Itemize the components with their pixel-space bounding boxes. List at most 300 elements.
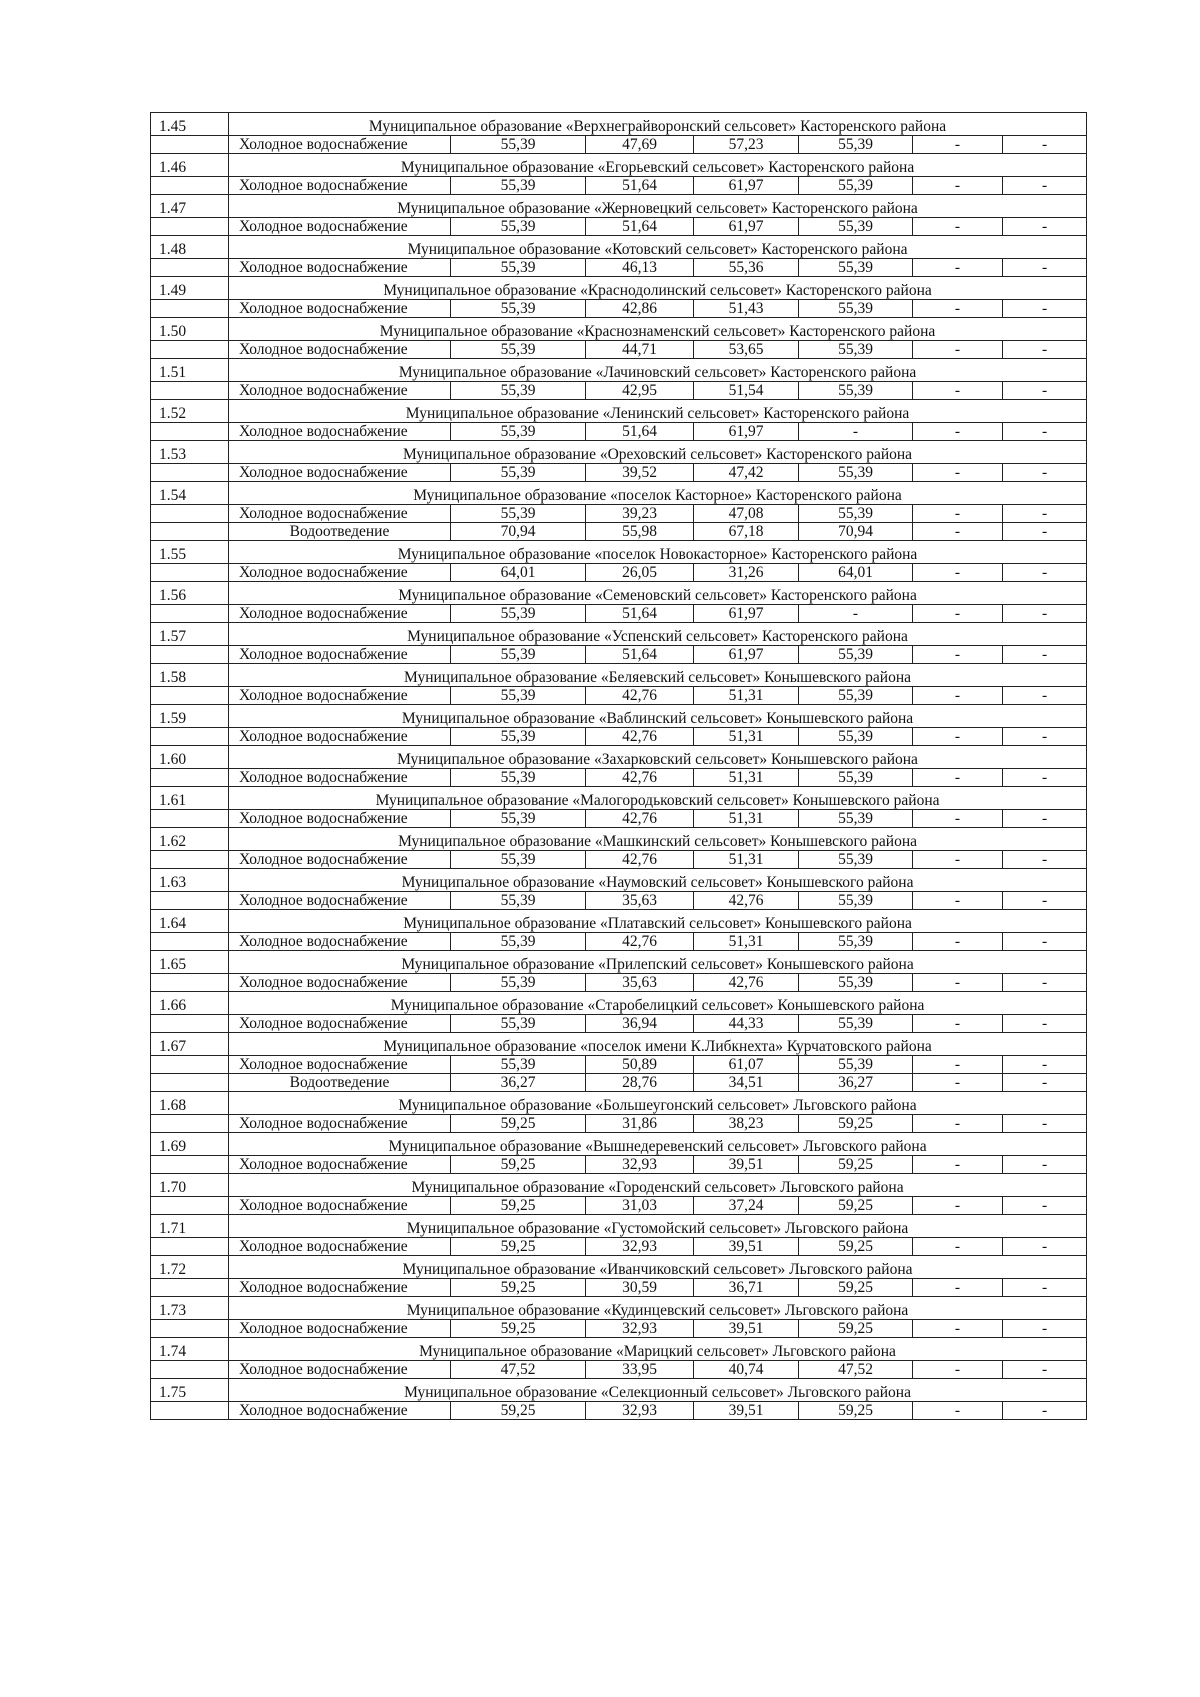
tariff-value-cell: 37,24 xyxy=(694,1197,799,1215)
tariff-value-cell: 26,05 xyxy=(586,564,694,582)
empty-number-cell xyxy=(151,646,229,664)
tariff-value-cell: - xyxy=(1003,177,1087,195)
tariff-value-cell: - xyxy=(1003,259,1087,277)
table-row xyxy=(151,810,1087,828)
tariff-value-cell: 42,76 xyxy=(694,892,799,910)
section-header-row xyxy=(151,318,1087,341)
section-header-row xyxy=(151,1338,1087,1361)
section-title: Муниципальное образование «Машкинский сельсовет» Конышевского района xyxy=(229,828,1087,851)
service-name: Холодное водоснабжение xyxy=(229,892,451,910)
tariff-value-cell: 31,03 xyxy=(586,1197,694,1215)
tariff-value-cell: 55,39 xyxy=(799,259,913,277)
tariff-value-cell: 35,63 xyxy=(586,892,694,910)
tariff-value-cell: 39,51 xyxy=(694,1238,799,1256)
tariff-value-cell: - xyxy=(1003,1361,1087,1379)
service-name: Холодное водоснабжение xyxy=(229,974,451,992)
tariff-value-cell: 51,31 xyxy=(694,687,799,705)
section-number: 1.75 xyxy=(151,1379,229,1402)
section-title: Муниципальное образование «Платавский сельсовет» Конышевского района xyxy=(229,910,1087,933)
section-number: 1.68 xyxy=(151,1092,229,1115)
tariff-value-cell: 53,65 xyxy=(694,341,799,359)
section-number: 1.58 xyxy=(151,664,229,687)
empty-number-cell xyxy=(151,892,229,910)
section-header-row xyxy=(151,623,1087,646)
tariff-value-cell: - xyxy=(1003,1056,1087,1074)
empty-number-cell xyxy=(151,810,229,828)
tariff-value-cell: 42,76 xyxy=(586,687,694,705)
tariff-value-cell: 59,25 xyxy=(451,1197,586,1215)
table-row xyxy=(151,1056,1087,1074)
tariff-value-cell: 64,01 xyxy=(451,564,586,582)
tariff-value-cell: 55,39 xyxy=(799,974,913,992)
table-row xyxy=(151,1402,1087,1420)
empty-number-cell xyxy=(151,259,229,277)
section-number: 1.66 xyxy=(151,992,229,1015)
tariff-value-cell: - xyxy=(1003,1074,1087,1092)
empty-number-cell xyxy=(151,1361,229,1379)
section-number: 1.62 xyxy=(151,828,229,851)
tariff-value-cell: 55,39 xyxy=(799,1015,913,1033)
table-row xyxy=(151,564,1087,582)
tariff-value-cell: 39,51 xyxy=(694,1320,799,1338)
section-title: Муниципальное образование «Густомойский сельсовет» Льговского района xyxy=(229,1215,1087,1238)
tariff-value-cell: - xyxy=(1003,933,1087,951)
service-name: Холодное водоснабжение xyxy=(229,728,451,746)
tariff-value-cell: 50,89 xyxy=(586,1056,694,1074)
tariff-value-cell: 36,71 xyxy=(694,1279,799,1297)
service-name: Холодное водоснабжение xyxy=(229,464,451,482)
tariff-value-cell: 44,71 xyxy=(586,341,694,359)
section-number: 1.45 xyxy=(151,113,229,136)
tariff-value-cell: 55,39 xyxy=(451,382,586,400)
section-title: Муниципальное образование «Ленинский сельсовет» Касторенского района xyxy=(229,400,1087,423)
tariff-value-cell: 55,39 xyxy=(799,646,913,664)
section-title: Муниципальное образование «Краснодолинский сельсовет» Касторенского района xyxy=(229,277,1087,300)
tariff-value-cell: 55,39 xyxy=(799,769,913,787)
empty-number-cell xyxy=(151,1156,229,1174)
tariff-value-cell: - xyxy=(1003,1015,1087,1033)
tariff-value-cell: 39,23 xyxy=(586,505,694,523)
section-header-row xyxy=(151,359,1087,382)
tariff-value-cell: 51,43 xyxy=(694,300,799,318)
section-title: Муниципальное образование «Ваблинский сельсовет» Конышевского района xyxy=(229,705,1087,728)
section-number: 1.71 xyxy=(151,1215,229,1238)
section-number: 1.60 xyxy=(151,746,229,769)
tariff-value-cell: 51,54 xyxy=(694,382,799,400)
empty-number-cell xyxy=(151,341,229,359)
section-title: Муниципальное образование «Селекционный сельсовет» Льговского района xyxy=(229,1379,1087,1402)
tariff-value-cell: 39,51 xyxy=(694,1402,799,1420)
tariff-value-cell: - xyxy=(913,605,1003,623)
tariff-value-cell: - xyxy=(799,605,913,623)
service-name: Холодное водоснабжение xyxy=(229,1320,451,1338)
section-title: Муниципальное образование «Жерновецкий сельсовет» Касторенского района xyxy=(229,195,1087,218)
tariff-value-cell: - xyxy=(913,523,1003,541)
tariff-value-cell: - xyxy=(913,892,1003,910)
table-row xyxy=(151,1115,1087,1133)
tariff-value-cell: 55,39 xyxy=(451,1015,586,1033)
table-row xyxy=(151,177,1087,195)
tariff-value-cell: - xyxy=(1003,851,1087,869)
table-row xyxy=(151,423,1087,441)
tariff-value-cell: 55,39 xyxy=(799,464,913,482)
empty-number-cell xyxy=(151,177,229,195)
section-title: Муниципальное образование «Краснознаменский сельсовет» Касторенского района xyxy=(229,318,1087,341)
table-row xyxy=(151,218,1087,236)
tariff-value-cell: 32,93 xyxy=(586,1238,694,1256)
empty-number-cell xyxy=(151,382,229,400)
service-name: Холодное водоснабжение xyxy=(229,810,451,828)
tariff-value-cell: 70,94 xyxy=(451,523,586,541)
section-title: Муниципальное образование «Наумовский сельсовет» Конышевского района xyxy=(229,869,1087,892)
section-title: Муниципальное образование «Старобелицкий сельсовет» Конышевского района xyxy=(229,992,1087,1015)
tariff-value-cell: - xyxy=(1003,1197,1087,1215)
tariff-value-cell: 59,25 xyxy=(799,1156,913,1174)
section-number: 1.51 xyxy=(151,359,229,382)
empty-number-cell xyxy=(151,1056,229,1074)
tariff-value-cell: - xyxy=(1003,687,1087,705)
section-number: 1.53 xyxy=(151,441,229,464)
tariff-value-cell: - xyxy=(1003,341,1087,359)
section-title: Муниципальное образование «Захарковский сельсовет» Конышевского района xyxy=(229,746,1087,769)
tariff-value-cell: - xyxy=(1003,646,1087,664)
empty-number-cell xyxy=(151,1015,229,1033)
section-number: 1.74 xyxy=(151,1338,229,1361)
section-title: Муниципальное образование «Городенский сельсовет» Льговского района xyxy=(229,1174,1087,1197)
empty-number-cell xyxy=(151,1238,229,1256)
tariff-value-cell: - xyxy=(913,564,1003,582)
tariff-value-cell: 42,76 xyxy=(586,769,694,787)
tariff-value-cell: 32,93 xyxy=(586,1156,694,1174)
section-header-row xyxy=(151,1033,1087,1056)
tariff-value-cell: 59,25 xyxy=(451,1279,586,1297)
section-header-row xyxy=(151,113,1087,136)
section-number: 1.63 xyxy=(151,869,229,892)
tariff-value-cell: 51,64 xyxy=(586,177,694,195)
section-header-row xyxy=(151,1215,1087,1238)
tariff-value-cell: 61,97 xyxy=(694,423,799,441)
tariff-value-cell: 55,39 xyxy=(451,810,586,828)
tariff-value-cell: - xyxy=(913,177,1003,195)
tariff-value-cell: 42,76 xyxy=(586,728,694,746)
empty-number-cell xyxy=(151,605,229,623)
tariff-value-cell: 55,39 xyxy=(451,974,586,992)
tariff-value-cell: 61,97 xyxy=(694,646,799,664)
tariff-value-cell: - xyxy=(913,1402,1003,1420)
tariff-value-cell: - xyxy=(913,810,1003,828)
table-row xyxy=(151,1279,1087,1297)
table-row xyxy=(151,892,1087,910)
tariff-value-cell: 59,25 xyxy=(799,1197,913,1215)
tariff-value-cell: 33,95 xyxy=(586,1361,694,1379)
tariff-value-cell: 57,23 xyxy=(694,136,799,154)
section-header-row xyxy=(151,869,1087,892)
section-title: Муниципальное образование «Семеновский сельсовет» Касторенского района xyxy=(229,582,1087,605)
tariff-value-cell: 64,01 xyxy=(799,564,913,582)
tariff-value-cell: - xyxy=(1003,1115,1087,1133)
tariff-value-cell: - xyxy=(1003,523,1087,541)
table-row xyxy=(151,933,1087,951)
tariff-value-cell: 55,36 xyxy=(694,259,799,277)
tariff-value-cell: 59,25 xyxy=(451,1156,586,1174)
tariff-value-cell: 42,95 xyxy=(586,382,694,400)
section-title: Муниципальное образование «Котовский сельсовет» Касторенского района xyxy=(229,236,1087,259)
tariff-value-cell: - xyxy=(1003,464,1087,482)
section-title: Муниципальное образование «поселок имени К.Либкнехта» Курчатовского района xyxy=(229,1033,1087,1056)
table-row xyxy=(151,1361,1087,1379)
section-number: 1.49 xyxy=(151,277,229,300)
section-number: 1.73 xyxy=(151,1297,229,1320)
tariff-value-cell: 55,39 xyxy=(799,341,913,359)
tariff-value-cell: - xyxy=(1003,505,1087,523)
table-row xyxy=(151,136,1087,154)
tariff-value-cell: 55,39 xyxy=(799,177,913,195)
tariff-value-cell: - xyxy=(1003,810,1087,828)
tariff-value-cell: - xyxy=(913,1238,1003,1256)
tariff-value-cell: - xyxy=(1003,1402,1087,1420)
table-row xyxy=(151,464,1087,482)
section-number: 1.65 xyxy=(151,951,229,974)
tariff-value-cell: 55,98 xyxy=(586,523,694,541)
tariff-value-cell: - xyxy=(1003,564,1087,582)
section-title: Муниципальное образование «Лачиновский сельсовет» Касторенского района xyxy=(229,359,1087,382)
tariff-value-cell: - xyxy=(913,218,1003,236)
tariff-value-cell: - xyxy=(913,1015,1003,1033)
service-name: Водоотведение xyxy=(229,1074,451,1092)
section-header-row xyxy=(151,541,1087,564)
tariff-value-cell: - xyxy=(913,464,1003,482)
tariff-value-cell: 61,97 xyxy=(694,177,799,195)
empty-number-cell xyxy=(151,1320,229,1338)
section-title: Муниципальное образование «поселок Касторное» Касторенского района xyxy=(229,482,1087,505)
tariff-value-cell: 55,39 xyxy=(451,423,586,441)
section-title: Муниципальное образование «поселок Новокасторное» Касторенского района xyxy=(229,541,1087,564)
tariff-value-cell: 59,25 xyxy=(799,1115,913,1133)
tariff-value-cell: 47,69 xyxy=(586,136,694,154)
tariff-value-cell: - xyxy=(913,769,1003,787)
tariff-value-cell: 55,39 xyxy=(451,177,586,195)
tariff-value-cell: - xyxy=(913,341,1003,359)
service-name: Холодное водоснабжение xyxy=(229,1156,451,1174)
tariff-value-cell: 55,39 xyxy=(451,505,586,523)
section-number: 1.61 xyxy=(151,787,229,810)
tariff-value-cell: 51,64 xyxy=(586,218,694,236)
table-row xyxy=(151,341,1087,359)
tariff-value-cell: 59,25 xyxy=(451,1115,586,1133)
tariff-value-cell: 55,39 xyxy=(799,687,913,705)
table-row xyxy=(151,646,1087,664)
tariff-value-cell: 59,25 xyxy=(451,1238,586,1256)
tariff-value-cell: 51,64 xyxy=(586,423,694,441)
table-row xyxy=(151,851,1087,869)
tariff-table xyxy=(150,112,1087,1420)
tariff-value-cell: 55,39 xyxy=(799,382,913,400)
tariff-value-cell: 55,39 xyxy=(799,892,913,910)
empty-number-cell xyxy=(151,423,229,441)
service-name: Холодное водоснабжение xyxy=(229,769,451,787)
tariff-value-cell: 47,52 xyxy=(451,1361,586,1379)
tariff-value-cell: 51,64 xyxy=(586,646,694,664)
section-header-row xyxy=(151,1174,1087,1197)
tariff-value-cell: 55,39 xyxy=(451,1056,586,1074)
tariff-value-cell: - xyxy=(913,1279,1003,1297)
tariff-value-cell: 30,59 xyxy=(586,1279,694,1297)
section-header-row xyxy=(151,746,1087,769)
tariff-value-cell: 42,76 xyxy=(586,810,694,828)
empty-number-cell xyxy=(151,564,229,582)
section-number: 1.57 xyxy=(151,623,229,646)
service-name: Холодное водоснабжение xyxy=(229,1279,451,1297)
tariff-value-cell: - xyxy=(913,646,1003,664)
tariff-value-cell: 55,39 xyxy=(799,728,913,746)
table-row xyxy=(151,1320,1087,1338)
tariff-value-cell: - xyxy=(913,505,1003,523)
section-title: Муниципальное образование «Прилепский сельсовет» Конышевского района xyxy=(229,951,1087,974)
tariff-value-cell: 42,86 xyxy=(586,300,694,318)
tariff-value-cell: - xyxy=(913,382,1003,400)
section-header-row xyxy=(151,705,1087,728)
tariff-value-cell: 28,76 xyxy=(586,1074,694,1092)
tariff-value-cell: 31,86 xyxy=(586,1115,694,1133)
tariff-value-cell: 55,39 xyxy=(451,728,586,746)
tariff-value-cell: 44,33 xyxy=(694,1015,799,1033)
empty-number-cell xyxy=(151,505,229,523)
empty-number-cell xyxy=(151,851,229,869)
section-header-row xyxy=(151,582,1087,605)
section-header-row xyxy=(151,482,1087,505)
service-name: Холодное водоснабжение xyxy=(229,851,451,869)
tariff-value-cell: 59,25 xyxy=(799,1238,913,1256)
section-header-row xyxy=(151,195,1087,218)
table-row xyxy=(151,259,1087,277)
tariff-value-cell: 51,31 xyxy=(694,933,799,951)
tariff-value-cell: - xyxy=(913,1361,1003,1379)
service-name: Холодное водоснабжение xyxy=(229,933,451,951)
empty-number-cell xyxy=(151,769,229,787)
tariff-value-cell: 46,13 xyxy=(586,259,694,277)
table-row xyxy=(151,769,1087,787)
tariff-value-cell: - xyxy=(913,728,1003,746)
tariff-value-cell: 61,07 xyxy=(694,1056,799,1074)
tariff-value-cell: 55,39 xyxy=(451,341,586,359)
table-row xyxy=(151,1156,1087,1174)
section-number: 1.46 xyxy=(151,154,229,177)
tariff-value-cell: 31,26 xyxy=(694,564,799,582)
tariff-value-cell: 39,51 xyxy=(694,1156,799,1174)
section-header-row xyxy=(151,154,1087,177)
section-title: Муниципальное образование «Егорьевский сельсовет» Касторенского района xyxy=(229,154,1087,177)
section-title: Муниципальное образование «Иванчиковский сельсовет» Льговского района xyxy=(229,1256,1087,1279)
tariff-value-cell: 55,39 xyxy=(799,136,913,154)
section-number: 1.69 xyxy=(151,1133,229,1156)
section-header-row xyxy=(151,910,1087,933)
tariff-value-cell: - xyxy=(1003,1279,1087,1297)
service-name: Холодное водоснабжение xyxy=(229,1015,451,1033)
table-row xyxy=(151,728,1087,746)
tariff-value-cell: - xyxy=(913,1074,1003,1092)
tariff-value-cell: 39,52 xyxy=(586,464,694,482)
table-row xyxy=(151,505,1087,523)
section-title: Муниципальное образование «Марицкий сельсовет» Льговского района xyxy=(229,1338,1087,1361)
service-name: Холодное водоснабжение xyxy=(229,1361,451,1379)
tariff-value-cell: 55,39 xyxy=(451,136,586,154)
tariff-value-cell: 55,39 xyxy=(451,933,586,951)
tariff-value-cell: 42,76 xyxy=(586,851,694,869)
section-header-row xyxy=(151,441,1087,464)
table-row xyxy=(151,300,1087,318)
tariff-value-cell: - xyxy=(1003,769,1087,787)
service-name: Холодное водоснабжение xyxy=(229,1056,451,1074)
tariff-value-cell: 32,93 xyxy=(586,1320,694,1338)
empty-number-cell xyxy=(151,218,229,236)
tariff-value-cell: 55,39 xyxy=(799,1056,913,1074)
section-number: 1.47 xyxy=(151,195,229,218)
tariff-value-cell: - xyxy=(913,1156,1003,1174)
tariff-value-cell: - xyxy=(1003,218,1087,236)
service-name: Холодное водоснабжение xyxy=(229,382,451,400)
section-header-row xyxy=(151,1297,1087,1320)
service-name: Холодное водоснабжение xyxy=(229,605,451,623)
table-row xyxy=(151,605,1087,623)
tariff-value-cell: 36,94 xyxy=(586,1015,694,1033)
section-header-row xyxy=(151,951,1087,974)
tariff-value-cell: 59,25 xyxy=(799,1402,913,1420)
tariff-value-cell: 55,39 xyxy=(451,300,586,318)
service-name: Холодное водоснабжение xyxy=(229,505,451,523)
section-number: 1.72 xyxy=(151,1256,229,1279)
section-number: 1.70 xyxy=(151,1174,229,1197)
tariff-value-cell: - xyxy=(1003,382,1087,400)
empty-number-cell xyxy=(151,300,229,318)
service-name: Холодное водоснабжение xyxy=(229,1197,451,1215)
tariff-value-cell: - xyxy=(913,933,1003,951)
tariff-value-cell: 55,39 xyxy=(451,687,586,705)
service-name: Холодное водоснабжение xyxy=(229,646,451,664)
tariff-value-cell: - xyxy=(799,423,913,441)
tariff-value-cell: - xyxy=(1003,1238,1087,1256)
tariff-value-cell: 32,93 xyxy=(586,1402,694,1420)
section-number: 1.48 xyxy=(151,236,229,259)
section-header-row xyxy=(151,787,1087,810)
tariff-value-cell: - xyxy=(1003,1156,1087,1174)
tariff-value-cell: 55,39 xyxy=(799,300,913,318)
tariff-value-cell: 61,97 xyxy=(694,218,799,236)
tariff-value-cell: 47,42 xyxy=(694,464,799,482)
section-header-row xyxy=(151,236,1087,259)
section-number: 1.55 xyxy=(151,541,229,564)
tariff-value-cell: - xyxy=(913,300,1003,318)
table-row xyxy=(151,1197,1087,1215)
section-number: 1.67 xyxy=(151,1033,229,1056)
section-title: Муниципальное образование «Верхнеграйворонский сельсовет» Касторенского района xyxy=(229,113,1087,136)
service-name: Холодное водоснабжение xyxy=(229,177,451,195)
tariff-value-cell: - xyxy=(913,1056,1003,1074)
empty-number-cell xyxy=(151,464,229,482)
tariff-value-cell: - xyxy=(913,1115,1003,1133)
tariff-value-cell: - xyxy=(913,687,1003,705)
tariff-value-cell: 61,97 xyxy=(694,605,799,623)
empty-number-cell xyxy=(151,687,229,705)
section-header-row xyxy=(151,1379,1087,1402)
tariff-value-cell: 55,39 xyxy=(799,810,913,828)
tariff-value-cell: 55,39 xyxy=(451,259,586,277)
tariff-value-cell: 34,51 xyxy=(694,1074,799,1092)
tariff-value-cell: 38,23 xyxy=(694,1115,799,1133)
tariff-value-cell: - xyxy=(913,851,1003,869)
tariff-value-cell: - xyxy=(1003,974,1087,992)
tariff-value-cell: 59,25 xyxy=(799,1279,913,1297)
table-row xyxy=(151,974,1087,992)
